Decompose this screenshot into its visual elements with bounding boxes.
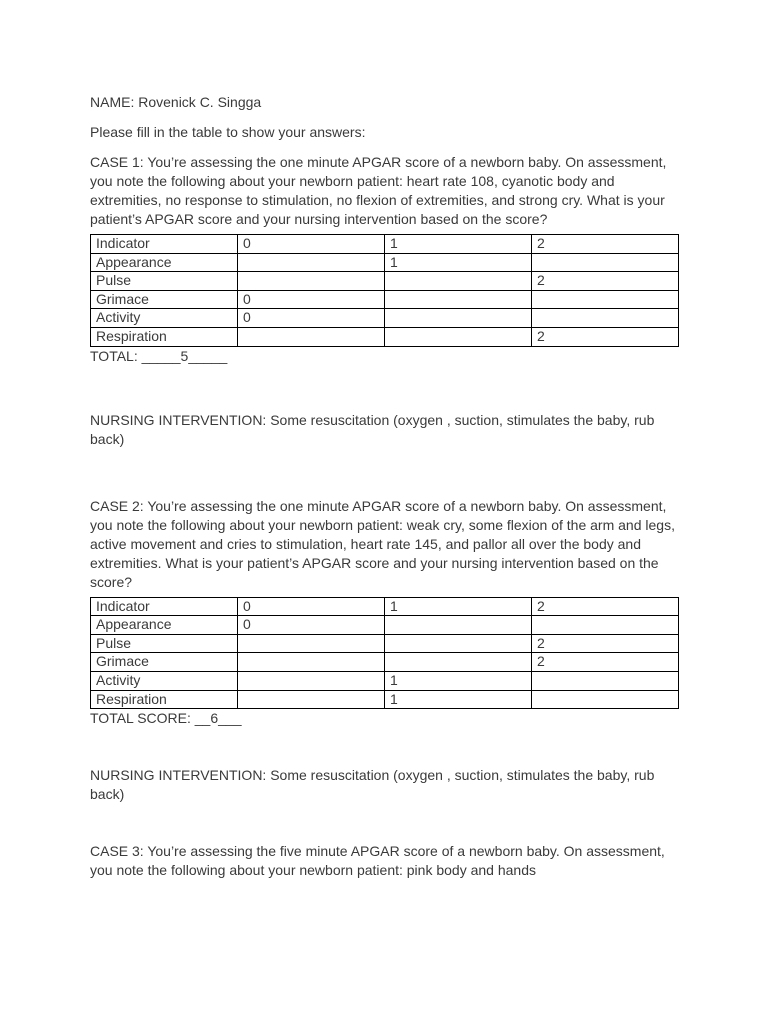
indicator-cell: Appearance (91, 616, 238, 635)
score-cell: 0 (238, 616, 385, 635)
case-2-text: CASE 2: You’re assessing the one minute APGAR score of a newborn baby. On assessment, you note the following about your newborn patient: weak cry, some flexion of the arm and legs, active movement and cries to stimulation, heart rate 145, and pallor all over the body and extremities. What is your patient’s APGAR score and your nursing intervention based on the score? (90, 497, 675, 590)
table-row (91, 290, 679, 309)
case-2-total: TOTAL SCORE: __6___ (90, 710, 242, 727)
case-1-text: CASE 1: You’re assessing the one minute APGAR score of a newborn baby. On assessment, you note the following about your newborn patient: heart rate 108, cyanotic body and extremities, no response to stimulation, no flexion of extremities, and strong cry. What is your patient’s APGAR score and your nursing intervention based on the score? (90, 154, 667, 227)
indicator-cell: Pulse (91, 634, 238, 653)
instruction-text: Please fill in the table to show your answers: (90, 124, 366, 140)
score-cell (532, 671, 679, 690)
indicator-cell: Activity (91, 671, 238, 690)
score-cell (532, 616, 679, 635)
score-cell: 1 (385, 690, 532, 709)
score-cell (385, 309, 532, 328)
header-cell: 2 (532, 597, 679, 616)
table-header-row (91, 597, 679, 616)
case-1-section (90, 153, 690, 449)
document-page (90, 93, 690, 880)
score-cell (385, 634, 532, 653)
score-cell (238, 690, 385, 709)
score-cell (385, 653, 532, 672)
case-3-section (90, 842, 690, 880)
case-1-nursing-intervention: NURSING INTERVENTION: Some resuscitation (oxygen , suction, stimulates the baby, rub back) (90, 411, 655, 447)
score-cell (385, 327, 532, 346)
table-row (91, 671, 679, 690)
score-cell (238, 253, 385, 272)
header-cell: Indicator (91, 597, 238, 616)
score-cell (238, 272, 385, 291)
table-row (91, 309, 679, 328)
score-cell (532, 309, 679, 328)
score-cell: 0 (238, 290, 385, 309)
table-row (91, 253, 679, 272)
score-cell (532, 253, 679, 272)
table-header-row (91, 235, 679, 254)
indicator-cell: Respiration (91, 690, 238, 709)
indicator-cell: Grimace (91, 653, 238, 672)
case-1-total: TOTAL: _____5_____ (90, 347, 228, 364)
header-cell: 2 (532, 235, 679, 254)
table-row (91, 616, 679, 635)
score-cell: 1 (385, 253, 532, 272)
indicator-cell: Activity (91, 309, 238, 328)
score-cell (238, 634, 385, 653)
indicator-cell: Respiration (91, 327, 238, 346)
score-cell: 1 (385, 671, 532, 690)
score-cell (385, 272, 532, 291)
student-name-line: NAME: Rovenick C. Singga (90, 94, 262, 110)
case-2-section (90, 497, 690, 805)
indicator-cell: Pulse (91, 272, 238, 291)
table-row (91, 653, 679, 672)
score-cell: 2 (532, 634, 679, 653)
indicator-cell: Grimace (91, 290, 238, 309)
score-cell (532, 690, 679, 709)
header-cell: Indicator (91, 235, 238, 254)
header-cell: 1 (385, 597, 532, 616)
score-cell (532, 290, 679, 309)
indicator-cell: Appearance (91, 253, 238, 272)
header-cell: 0 (238, 597, 385, 616)
table-row (91, 634, 679, 653)
score-cell: 2 (532, 327, 679, 346)
case-1-apgar-table (90, 234, 679, 347)
score-cell: 2 (532, 272, 679, 291)
score-cell: 2 (532, 653, 679, 672)
score-cell (238, 671, 385, 690)
header-cell: 0 (238, 235, 385, 254)
case-2-nursing-intervention: NURSING INTERVENTION: Some resuscitation (oxygen , suction, stimulates the baby, rub back) (90, 767, 655, 803)
table-row (91, 272, 679, 291)
case-2-apgar-table (90, 597, 679, 710)
table-row (91, 690, 679, 709)
score-cell: 0 (238, 309, 385, 328)
table-row (91, 327, 679, 346)
score-cell (385, 616, 532, 635)
header-cell: 1 (385, 235, 532, 254)
score-cell (385, 290, 532, 309)
case-3-text: CASE 3: You’re assessing the five minute APGAR score of a newborn baby. On assessment, you note the following about your newborn patient: pink body and hands (90, 843, 665, 879)
score-cell (238, 327, 385, 346)
score-cell (238, 653, 385, 672)
